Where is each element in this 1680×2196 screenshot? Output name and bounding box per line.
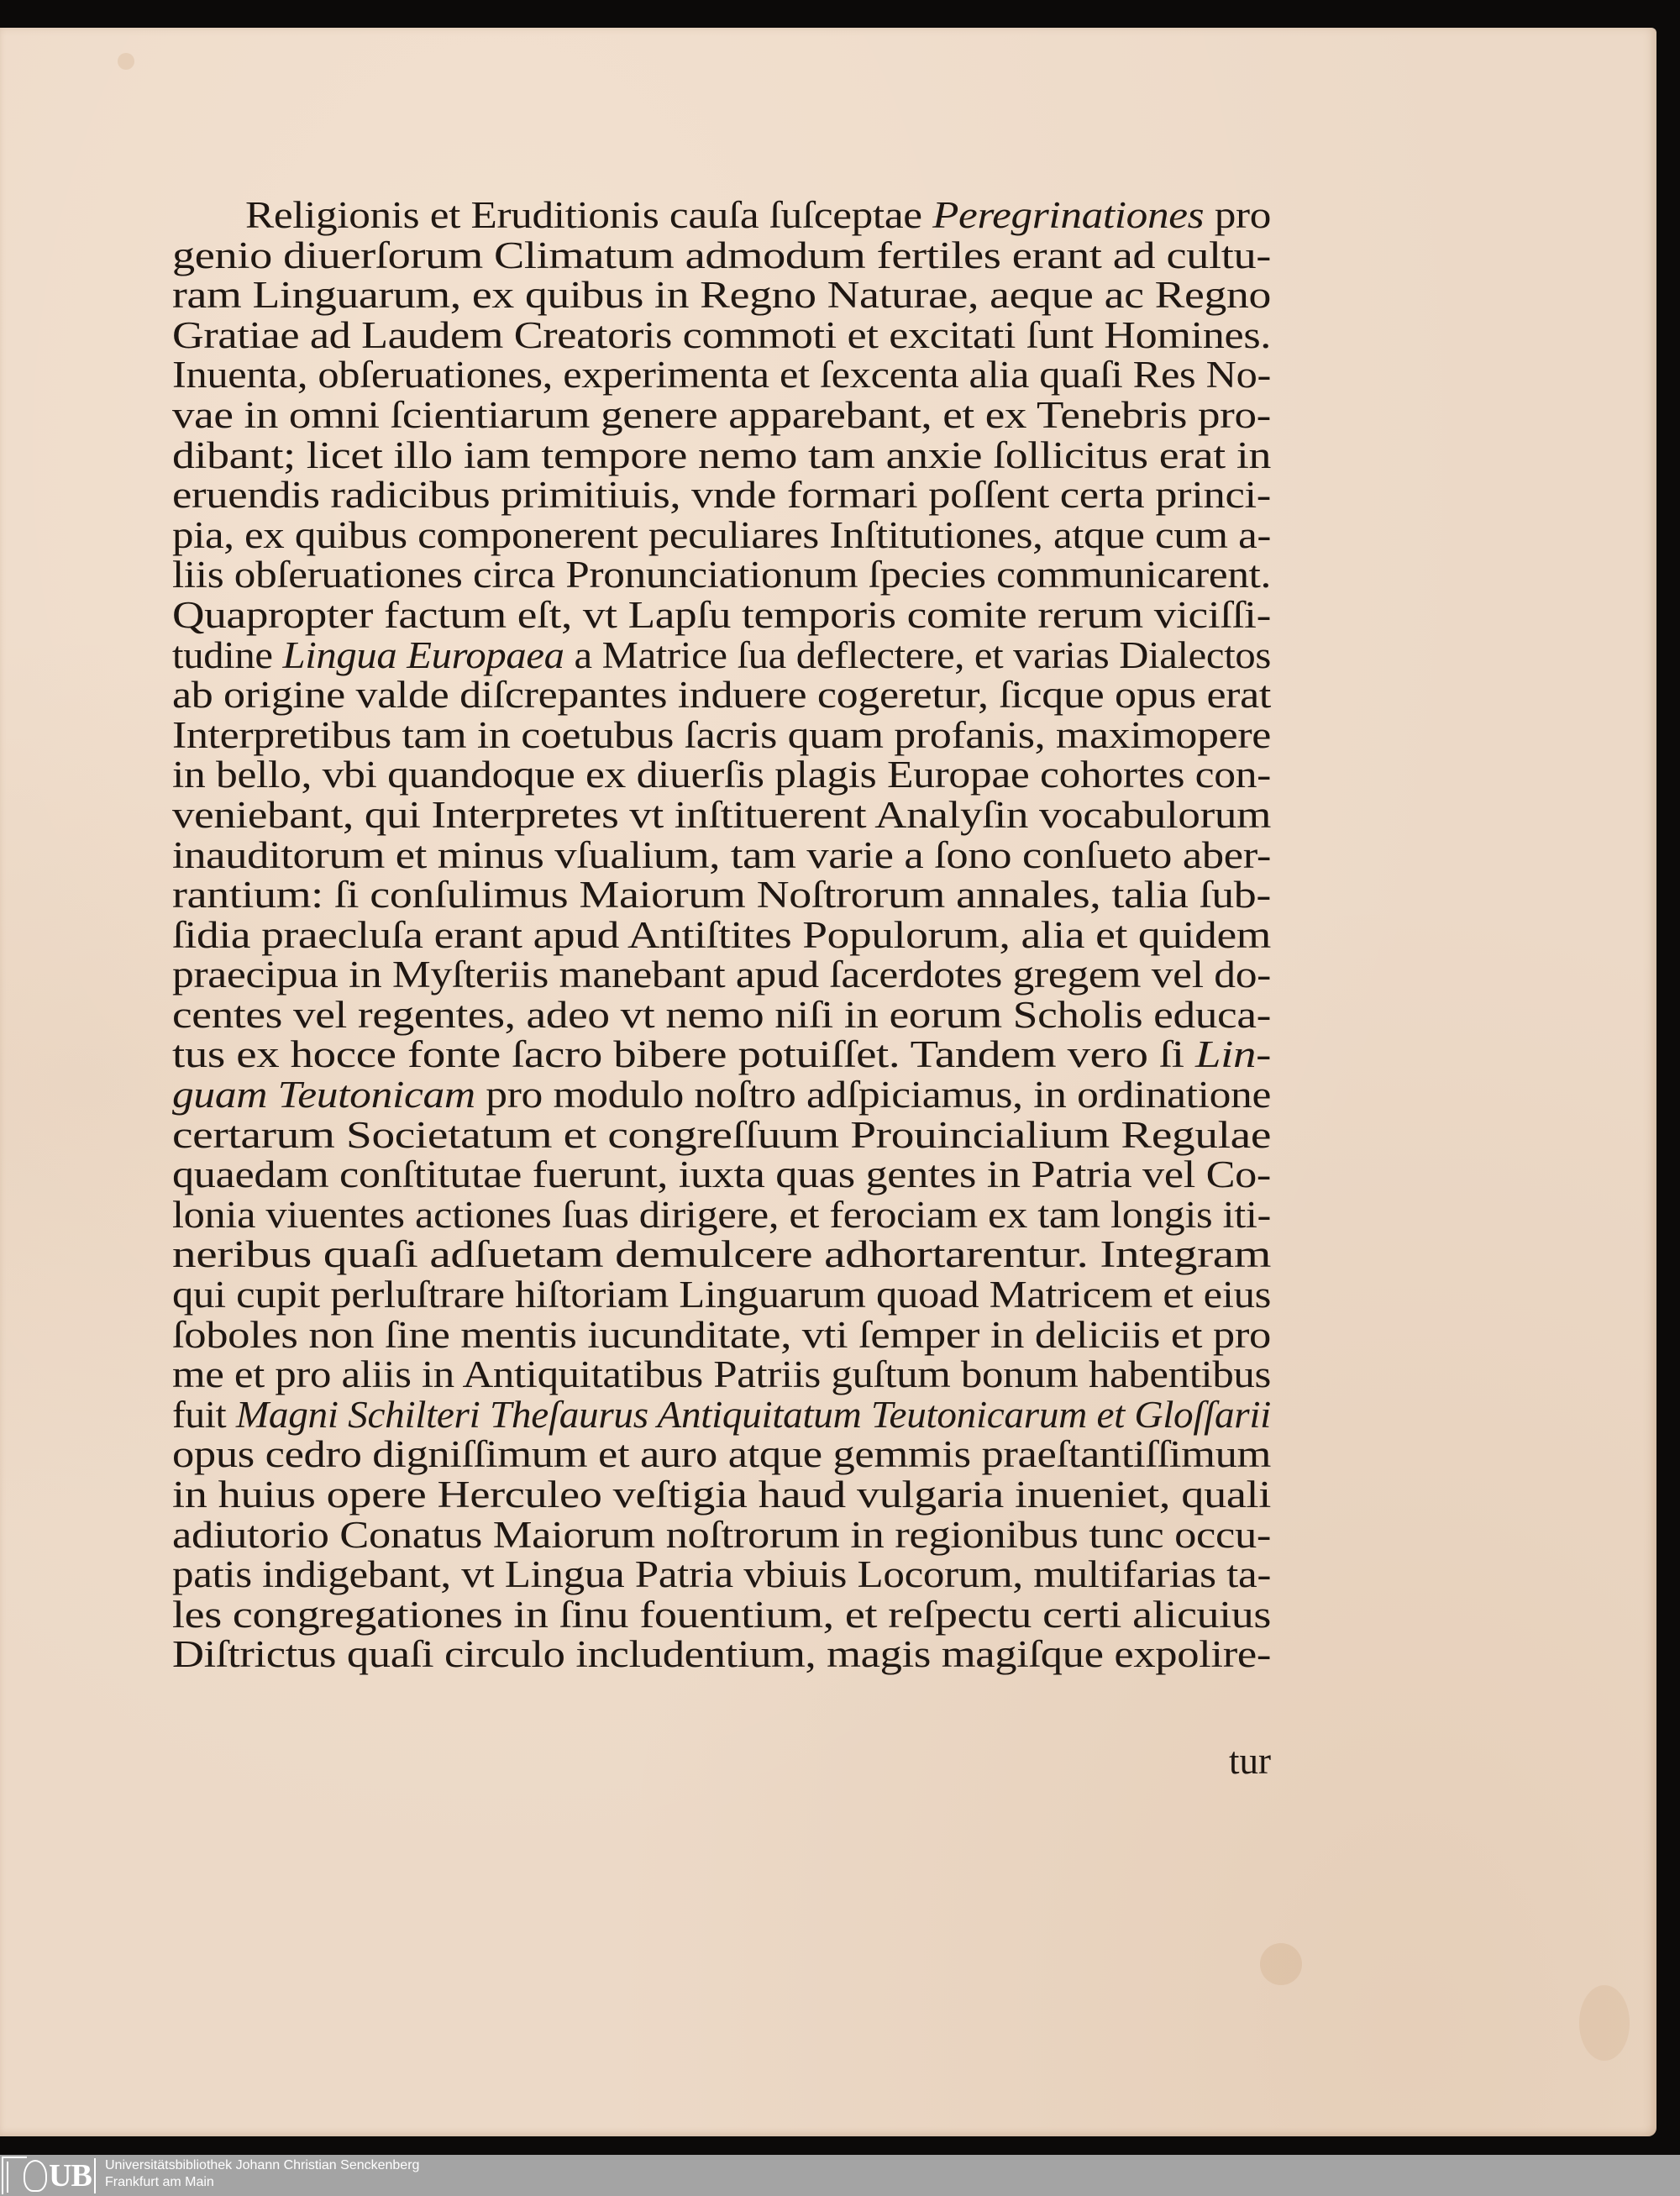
text-segment: Quapropter factum eſt, vt Lapſu temporis comite rerum viciſſi- xyxy=(172,593,1271,636)
text-segment: veniebant, qui Interpretes vt inſtituerent Analyſin vocabulorum xyxy=(172,793,1271,836)
text-line xyxy=(172,793,1271,836)
text-segment: dibant; licet illo iam tempore nemo tam anxie ſollicitus erat in xyxy=(172,433,1271,476)
text-segment: genio diuerſorum Climatum admodum fertiles erant ad cultu- xyxy=(172,234,1271,276)
text-segment: pro xyxy=(1204,194,1271,236)
body-text xyxy=(172,196,1271,1675)
text-segment: Gratiae ad Laudem Creatoris commoti et excitati ſunt Homines. xyxy=(172,313,1271,356)
italic-text: Lingua Europaea xyxy=(282,633,564,676)
text-line xyxy=(172,355,1271,396)
paper-stain xyxy=(1579,1985,1630,2061)
text-line xyxy=(172,1195,1271,1236)
text-segment: fuit xyxy=(172,1393,236,1436)
text-line xyxy=(172,1035,1271,1075)
text-segment: pia, ex quibus componerent peculiares Inſtitutiones, atque cum a- xyxy=(172,513,1271,556)
text-segment: Religionis et Eruditionis cauſa ſuſceptae xyxy=(245,194,933,236)
text-segment: Interpretibus tam in coetubus ſacris quam profanis, maximopere xyxy=(172,713,1271,756)
text-line xyxy=(172,1113,1271,1156)
text-segment: ſoboles non ſine mentis iucunditate, vti ſemper in deliciis et pro xyxy=(172,1313,1271,1356)
text-line xyxy=(172,393,1272,436)
text-segment: opus cedro digniſſimum et auro atque gemmis praeſtantiſſimum xyxy=(172,1433,1271,1476)
text-line xyxy=(172,593,1271,636)
text-segment: praecipua in Myſteriis manebant apud ſacerdotes gregem vel do- xyxy=(172,954,1271,996)
text-line xyxy=(172,313,1271,356)
text-line xyxy=(172,276,1271,316)
text-segment: Diſtrictus quaſi circulo includentium, magis magiſque expolire- xyxy=(172,1633,1271,1676)
text-line xyxy=(172,1075,1271,1116)
text-line xyxy=(172,475,1271,516)
text-line xyxy=(172,955,1271,996)
text-line xyxy=(172,913,1271,956)
text-segment: qui cupit perluſtrare hiſtoriam Linguarum quoad Matricem et eius xyxy=(172,1274,1271,1316)
text-line xyxy=(172,1513,1271,1556)
library-logo xyxy=(2,2157,97,2194)
text-segment: in bello, vbi quandoque ex diuerſis plagis Europae cohortes con- xyxy=(172,754,1271,796)
italic-text: Peregrinationes xyxy=(932,194,1205,236)
text-line xyxy=(172,196,1271,236)
paper-stain xyxy=(118,53,134,70)
text-segment: centes vel regentes, adeo vt nemo niſi in eorum Scholis educa- xyxy=(172,993,1271,1036)
logo-portrait-icon xyxy=(24,2160,47,2192)
text-segment: tudine xyxy=(172,633,283,676)
text-line xyxy=(172,513,1271,556)
text-line xyxy=(172,1235,1271,1275)
text-line xyxy=(172,1595,1271,1636)
text-segment: patis indigebant, vt Lingua Patria vbiuis Locorum, multifarias ta- xyxy=(172,1553,1271,1596)
text-segment: neribus quaſi adſuetam demulcere adhortarentur. Integram xyxy=(172,1233,1271,1276)
text-line xyxy=(172,1555,1271,1595)
text-segment: a Matrice ſua deflectere, et varias Dialectos xyxy=(564,633,1271,676)
text-segment: lonia viuentes actiones ſuas dirigere, et ferociam ex tam longis iti- xyxy=(172,1193,1271,1236)
logo-book-icon xyxy=(2,2157,27,2194)
italic-text: Lin- xyxy=(1195,1033,1271,1076)
text-line xyxy=(172,433,1271,476)
text-line xyxy=(172,875,1271,916)
text-segment: inauditorum et minus vſualium, tam varie a ſono conſueto aber- xyxy=(172,833,1271,876)
text-line xyxy=(172,993,1271,1036)
text-segment: eruendis radicibus primitiuis, vnde formari poſſent certa princi- xyxy=(172,474,1271,517)
text-segment: quaedam conſtitutae fuerunt, iuxta quas gentes in Patria vel Co- xyxy=(172,1153,1271,1196)
institution-line-1: Universitätsbibliothek Johann Christian Senckenberg xyxy=(105,2158,420,2172)
text-segment: ab origine valde diſcrepantes induere cogeretur, ſicque opus erat xyxy=(172,674,1271,717)
text-segment: me et pro aliis in Antiquitatibus Patriis guſtum bonum habentibus xyxy=(172,1353,1271,1396)
text-line xyxy=(172,833,1271,876)
text-segment: tus ex hocce fonte ſacro bibere potuiſſet. Tandem vero ſi xyxy=(172,1033,1196,1076)
logo-text: UB xyxy=(49,2158,96,2193)
text-segment: adiutorio Conatus Maiorum noſtrorum in regionibus tunc occu- xyxy=(172,1513,1271,1556)
text-segment: Inuenta, obſeruationes, experimenta et ſexcenta alia quaſi Res No- xyxy=(172,354,1271,397)
text-line xyxy=(172,1475,1271,1516)
text-line xyxy=(172,1395,1271,1436)
text-line xyxy=(172,1635,1271,1675)
text-line xyxy=(172,555,1271,596)
text-line xyxy=(172,1355,1271,1395)
institution-name xyxy=(105,2157,419,2191)
italic-text: guam Teutonicam xyxy=(172,1074,475,1116)
text-line xyxy=(172,1435,1271,1475)
text-segment: pro modulo noſtro adſpiciamus, in ordinatione xyxy=(475,1074,1271,1116)
text-line xyxy=(172,236,1271,276)
text-segment: les congregationes in ſinu fouentium, et reſpectu certi alicuius xyxy=(172,1593,1271,1636)
institution-line-2: Frankfurt am Main xyxy=(105,2175,214,2189)
text-line xyxy=(172,755,1271,796)
catchword: tur xyxy=(1229,1740,1271,1782)
footer-bar xyxy=(0,2155,1680,2196)
text-segment: liis obſeruationes circa Pronunciationum ſpecies communicarent. xyxy=(172,554,1271,596)
paper-stain xyxy=(1260,1943,1302,1985)
italic-text: Magni Schilteri Theſaurus Antiquitatum Teutonicarum et Gloſſarii xyxy=(235,1393,1271,1436)
text-line xyxy=(172,1313,1271,1356)
text-line xyxy=(172,675,1271,716)
text-line xyxy=(172,633,1271,676)
text-segment: ram Linguarum, ex quibus in Regno Naturae, aeque ac Regno xyxy=(172,274,1271,317)
text-segment: rantium: ſi conſulimus Maiorum Noſtrorum annales, talia ſub- xyxy=(172,874,1271,917)
text-segment: in huius opere Herculeo veſtigia haud vulgaria inueniet, quali xyxy=(172,1474,1271,1516)
text-line xyxy=(172,1155,1271,1195)
text-segment: vae in omni ſcientiarum genere apparebant, et ex Tenebris pro- xyxy=(172,393,1272,436)
text-segment: ſidia praecluſa erant apud Antiſtites Populorum, alia et quidem xyxy=(172,913,1271,956)
text-line xyxy=(172,713,1271,756)
text-line xyxy=(172,1275,1271,1316)
text-segment: certarum Societatum et congreſſuum Prouincialium Regulae xyxy=(172,1113,1271,1156)
